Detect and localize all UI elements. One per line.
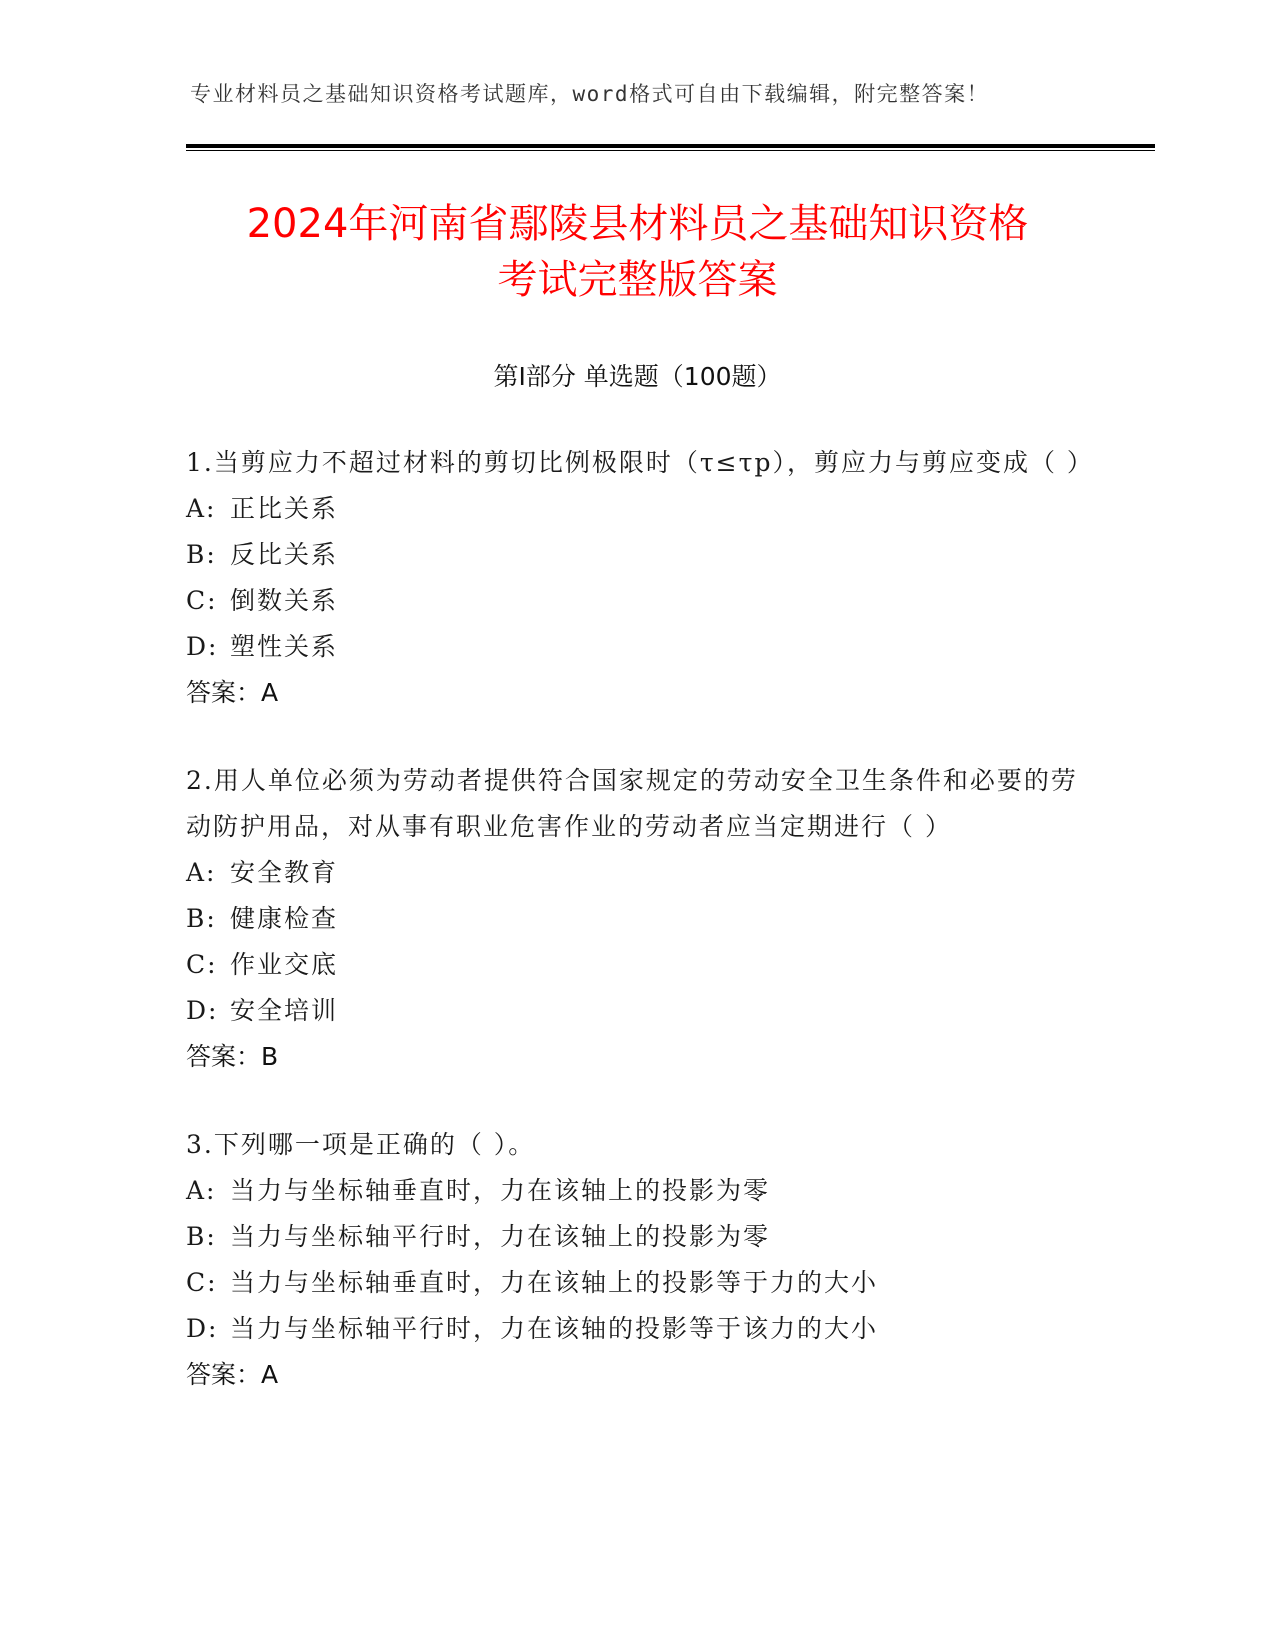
question-list	[186, 440, 1094, 1440]
option-text: 反比关系	[230, 540, 339, 569]
question-stem: 3.下列哪一项是正确的（ ）。	[186, 1130, 536, 1159]
option-b	[186, 532, 1086, 578]
option-b	[186, 1214, 1086, 1260]
option-a	[186, 1168, 1086, 1214]
option-letter: D:	[186, 996, 219, 1025]
option-letter: C:	[186, 950, 218, 979]
option-a	[186, 486, 1086, 532]
option-text: 当力与坐标轴垂直时，力在该轴上的投影等于力的大小	[230, 1268, 879, 1297]
option-letter: A:	[186, 494, 217, 523]
title-line-1: 2024年河南省鄢陵县材料员之基础知识资格	[246, 201, 1029, 247]
option-c	[186, 942, 1086, 988]
option-c	[186, 578, 1086, 624]
header-rule	[186, 144, 1155, 148]
option-text: 安全培训	[230, 996, 339, 1025]
option-text: 安全教育	[230, 858, 339, 887]
answer-label: 答案：A	[186, 678, 279, 707]
option-text: 塑性关系	[230, 632, 339, 661]
title-line-2: 考试完整版答案	[497, 257, 778, 303]
option-letter: A:	[186, 858, 217, 887]
option-letter: C:	[186, 1268, 218, 1297]
document-title	[100, 196, 1175, 308]
option-text: 当力与坐标轴平行时，力在该轴上的投影为零	[230, 1222, 771, 1251]
answer-label: 答案：B	[186, 1042, 279, 1071]
option-letter: C:	[186, 586, 218, 615]
header-note: 专业材料员之基础知识资格考试题库，word格式可自由下载编辑，附完整答案！	[190, 82, 990, 106]
question-1	[186, 440, 1094, 716]
option-text: 健康检查	[230, 904, 339, 933]
option-letter: A:	[186, 1176, 217, 1205]
option-c	[186, 1260, 1086, 1306]
option-text: 作业交底	[230, 950, 339, 979]
option-text: 当力与坐标轴垂直时，力在该轴上的投影为零	[230, 1176, 771, 1205]
option-letter: B:	[186, 540, 217, 569]
question-2	[186, 758, 1086, 1080]
answer-label: 答案：A	[186, 1360, 279, 1389]
option-text: 正比关系	[230, 494, 339, 523]
option-a	[186, 850, 1086, 896]
option-letter: D:	[186, 632, 219, 661]
question-stem: 2.用人单位必须为劳动者提供符合国家规定的劳动安全卫生条件和必要的劳动防护用品，对从事有职业危害作业的劳动者应当定期进行（ ）	[186, 766, 1078, 841]
question-stem: 1.当剪应力不超过材料的剪切比例极限时（τ≤τp），剪应力与剪应变成（ ）	[186, 448, 1094, 477]
option-d	[186, 1306, 1086, 1352]
option-letter: B:	[186, 1222, 217, 1251]
option-b	[186, 896, 1086, 942]
option-text: 倒数关系	[230, 586, 339, 615]
option-letter: D:	[186, 1314, 219, 1343]
question-3	[186, 1122, 1086, 1398]
header-rule-thin	[186, 150, 1155, 151]
option-d	[186, 988, 1086, 1034]
section-title: 第Ⅰ部分 单选题（100题）	[493, 362, 782, 391]
option-text: 当力与坐标轴平行时，力在该轴的投影等于该力的大小	[230, 1314, 879, 1343]
option-letter: B:	[186, 904, 217, 933]
option-d	[186, 624, 1086, 670]
